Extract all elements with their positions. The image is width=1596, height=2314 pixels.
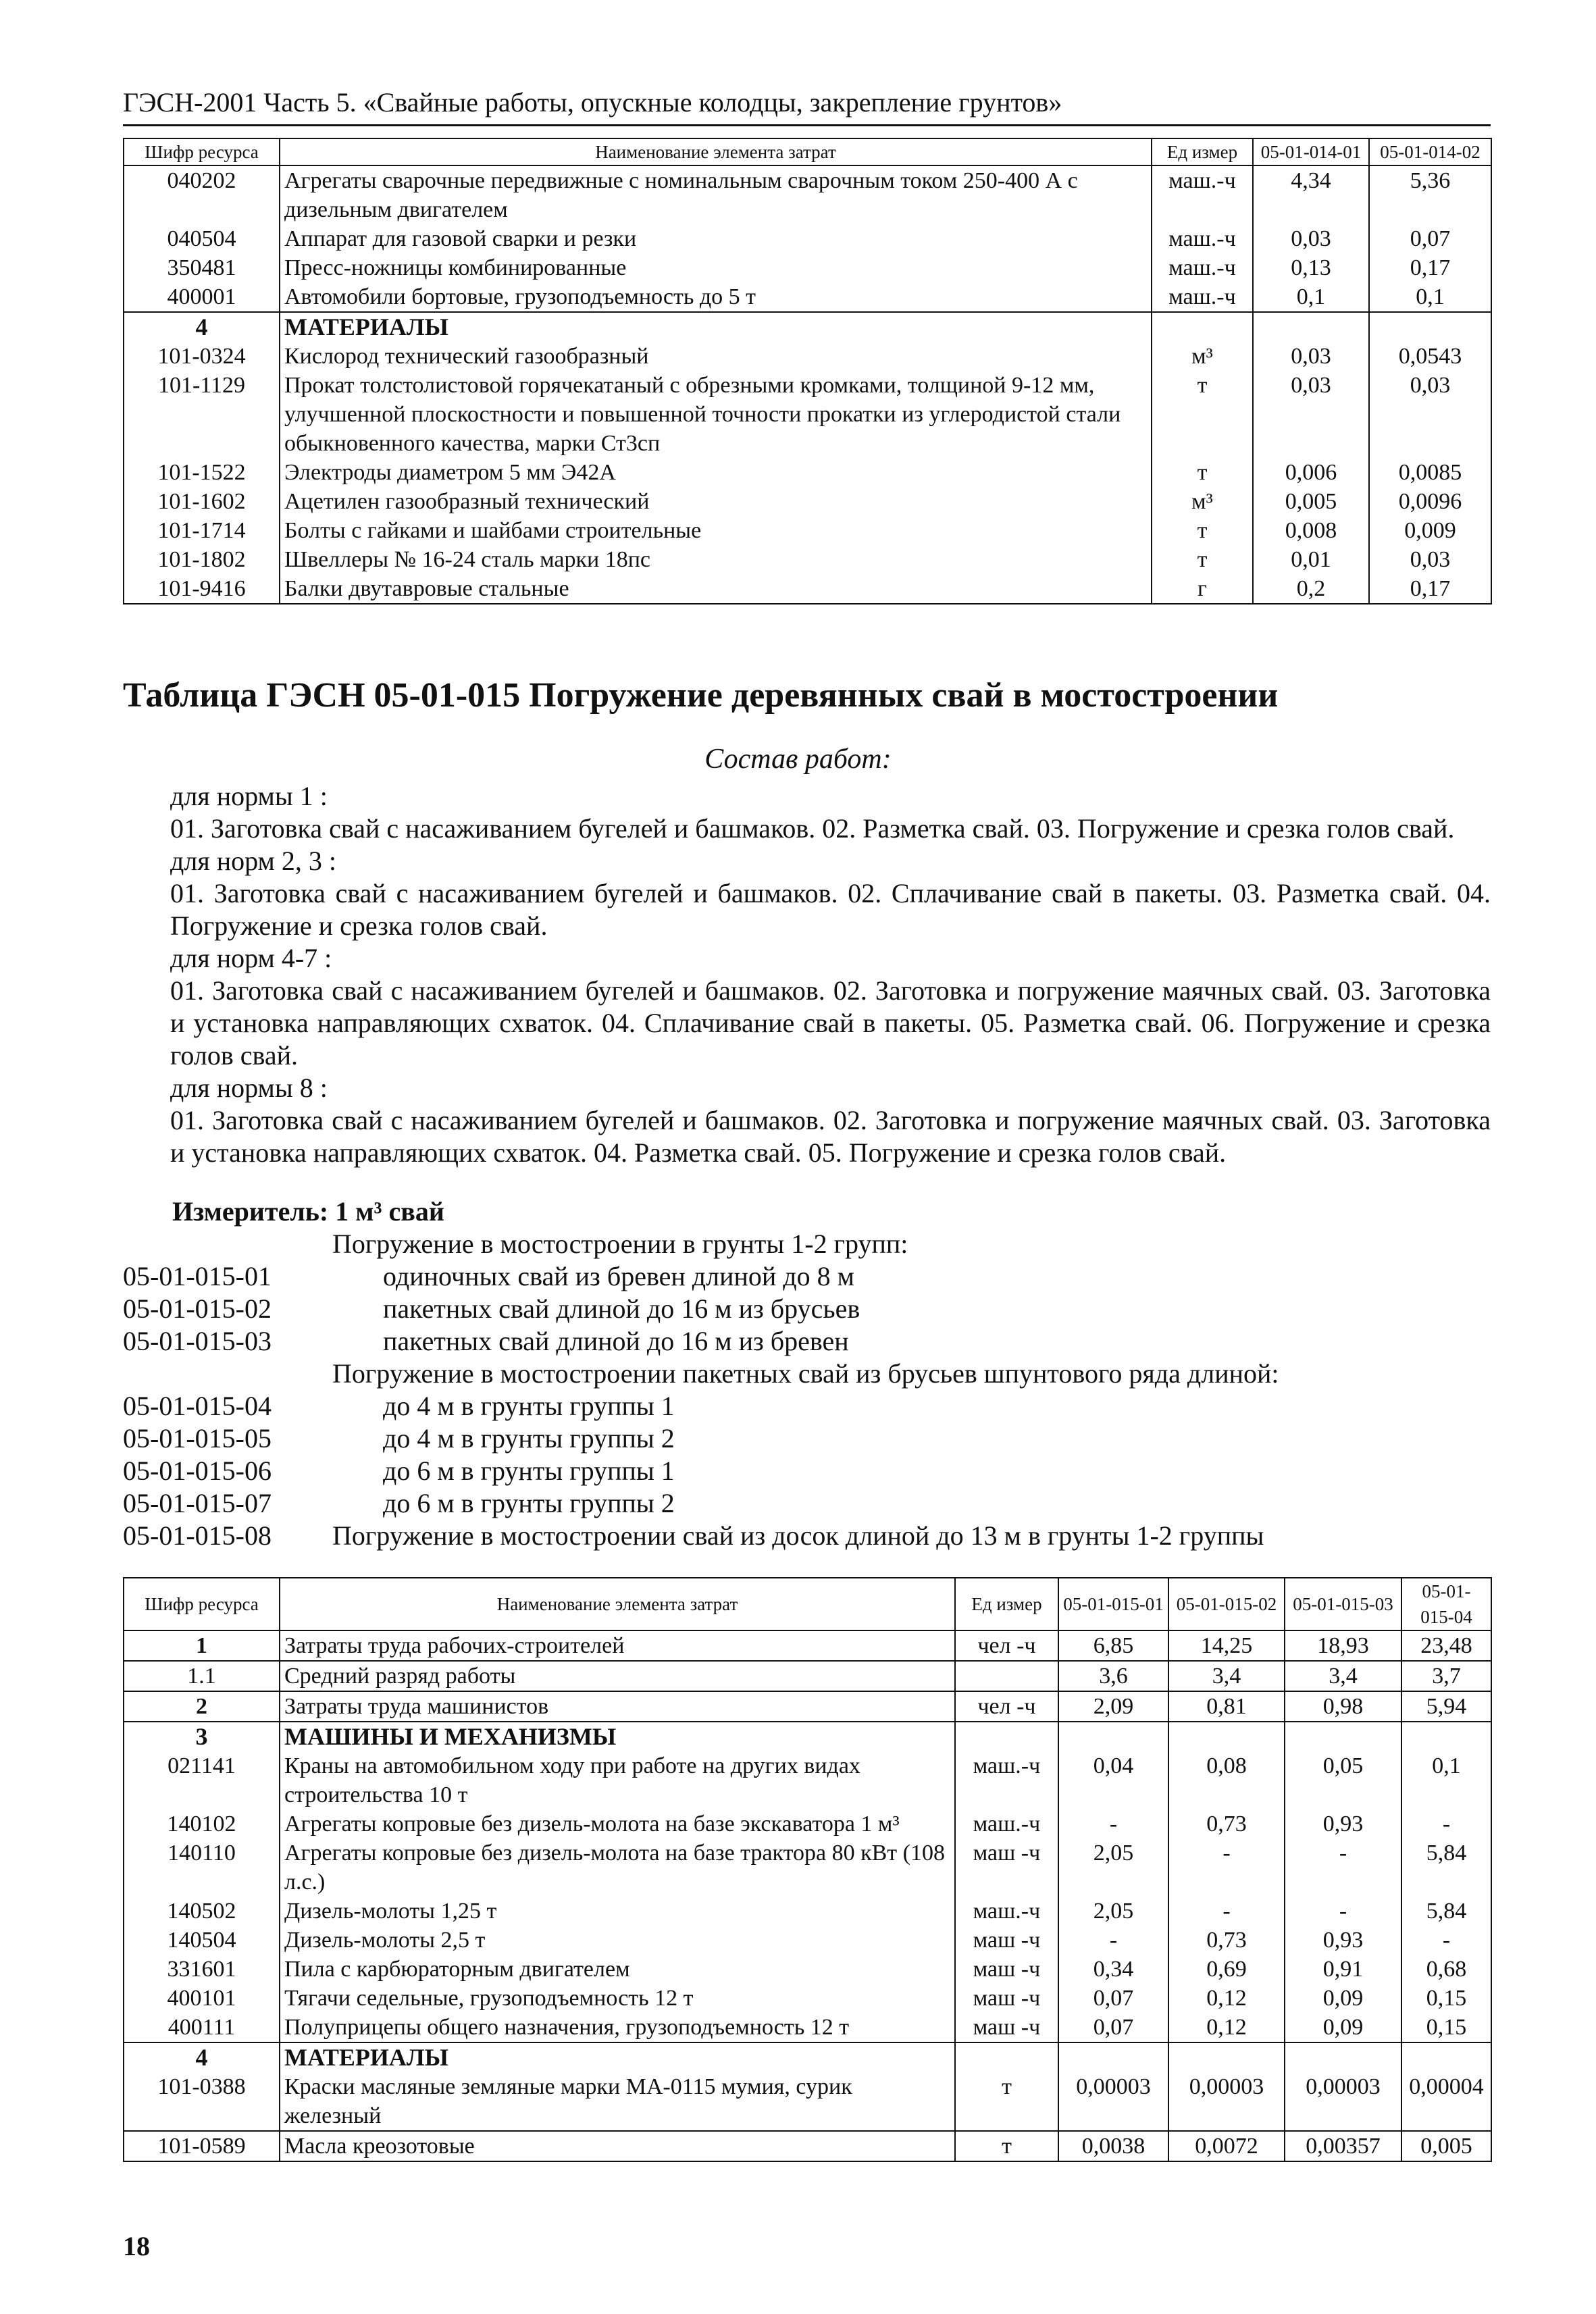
row-unit: т (1152, 516, 1253, 545)
table-row (124, 1691, 1491, 1722)
row-name: Швеллеры № 16-24 сталь марки 18пс (280, 545, 1152, 574)
table-row (124, 2072, 1491, 2131)
norm-description: до 4 м в грунты группы 2 (383, 1423, 675, 1454)
row-value: 0,1 (1253, 282, 1369, 312)
row-value: 3,4 (1285, 1661, 1401, 1691)
row-value: 0,00004 (1401, 2072, 1491, 2131)
row-name: Аппарат для газовой сварки и резки (280, 224, 1152, 253)
row-unit: маш.-ч (1152, 165, 1253, 224)
row-code: 1 (124, 1630, 280, 1661)
row-value (1058, 2042, 1168, 2072)
norm-row (123, 1390, 1491, 1422)
row-unit: т (1152, 371, 1253, 458)
table-row (124, 1897, 1491, 1926)
work-list-paragraph: 01. Заготовка свай с насаживанием бугелей и башмаков. 02. Заготовка и погружение маячных свай. 03. Заготовка и установка направляющих схваток. 04. Сплачивание свай в пакеты. 05. Разметка свай. 06. Погружение и срезка голов свай. (170, 975, 1491, 1071)
row-code: 101-1522 (124, 458, 280, 487)
row-value: 0,0072 (1168, 2131, 1285, 2161)
norm-description: до 6 м в грунты группы 1 (383, 1456, 675, 1486)
norm-description: одиночных свай из бревен длиной до 8 м (383, 1261, 854, 1291)
row-value: 0,0543 (1369, 342, 1491, 371)
row-name: Пресс-ножницы комбинированные (280, 253, 1152, 282)
row-value: 0,12 (1168, 2013, 1285, 2042)
row-value (1285, 2042, 1401, 2072)
row-value: 3,7 (1401, 1661, 1491, 1691)
norm-row (123, 1293, 1491, 1325)
row-unit: т (1152, 458, 1253, 487)
table-row (124, 1926, 1491, 1955)
row-value: 0,005 (1401, 2131, 1491, 2161)
row-value: 0,08 (1168, 1751, 1285, 1809)
row-value: 5,84 (1401, 1839, 1491, 1897)
table-row (124, 253, 1491, 282)
norm-group-label: для нормы 1 : (170, 781, 328, 811)
row-code: 101-1602 (124, 487, 280, 516)
row-value: 5,84 (1401, 1897, 1491, 1926)
row-name: Тягачи седельные, грузоподъемность 12 т (280, 1984, 955, 2013)
row-name: Средний разряд работы (280, 1661, 955, 1691)
table-row (124, 1955, 1491, 1984)
table-row (124, 1661, 1491, 1691)
row-value: 0,03 (1253, 371, 1369, 458)
norm-code: 05-01-015-02 (123, 1293, 272, 1324)
row-value: 0,008 (1253, 516, 1369, 545)
row-value: 0,00357 (1285, 2131, 1401, 2161)
norm-group-label: для норм 4-7 : (170, 943, 332, 973)
row-code: 331601 (124, 1955, 280, 1984)
row-name: Прокат толстолистовой горячекатаный с обрезными кромками, толщиной 9-12 мм, улучшенной плоскостности и повышенной точности прокатки из углеродистой стали обыкновенного качества, марки Ст3сп (280, 371, 1152, 458)
row-value: 0,1 (1369, 282, 1491, 312)
section-row (124, 2042, 1491, 2072)
row-value (1168, 2042, 1285, 2072)
row-code: 140102 (124, 1809, 280, 1839)
row-unit: т (955, 2131, 1058, 2161)
row-value: 0,15 (1401, 2013, 1491, 2042)
section-row (124, 312, 1491, 342)
norm-code: 05-01-015-04 (123, 1391, 272, 1421)
table-row (124, 1984, 1491, 2013)
row-value: 5,36 (1369, 165, 1491, 224)
row-name: Краны на автомобильном ходу при работе на других видах строительства 10 т (280, 1751, 955, 1809)
row-value: 0,00003 (1168, 2072, 1285, 2131)
row-name: Электроды диаметром 5 мм Э42А (280, 458, 1152, 487)
norm-group-title: Погружение в мостостроении в грунты 1-2 групп: (332, 1229, 908, 1259)
row-value: 0,91 (1285, 1955, 1401, 1984)
col-header-norm: 05-01-015-04 (1401, 1578, 1491, 1630)
row-value: 0,09 (1285, 1984, 1401, 2013)
norm-list (123, 1228, 1491, 1552)
table-row (124, 1839, 1491, 1897)
work-list-paragraph: 01. Заготовка свай с насаживанием бугелей и башмаков. 02. Сплачивание свай в пакеты. 03. Разметка свай. 04. Погружение и срезка голов свай. (170, 878, 1491, 941)
row-value: 18,93 (1285, 1630, 1401, 1661)
row-value: 0,005 (1253, 487, 1369, 516)
row-value: 0,009 (1369, 516, 1491, 545)
row-value: 3,6 (1058, 1661, 1168, 1691)
row-name: Полуприцепы общего назначения, грузоподъемность 12 т (280, 2013, 955, 2042)
col-header-code: Шифр ресурса (124, 138, 280, 165)
norm-row (123, 1455, 1491, 1487)
row-value: 0,93 (1285, 1926, 1401, 1955)
row-value (1168, 1722, 1285, 1751)
norm-group-label: для нормы 8 : (170, 1073, 328, 1103)
row-unit (1152, 312, 1253, 342)
row-code: 101-9416 (124, 574, 280, 604)
row-value: 0,2 (1253, 574, 1369, 604)
row-value: - (1058, 1926, 1168, 1955)
norm-code: 05-01-015-01 (123, 1261, 272, 1291)
row-value: 0,12 (1168, 1984, 1285, 2013)
row-name: Пила с карбюраторным двигателем (280, 1955, 955, 1984)
col-header-norm: 05-01-014-01 (1253, 138, 1369, 165)
row-value: 14,25 (1168, 1630, 1285, 1661)
work-list-paragraph: 01. Заготовка свай с насаживанием бугелей и башмаков. 02. Разметка свай. 03. Погружение и срезка голов свай. (170, 813, 1455, 844)
resource-table-014 (123, 138, 1492, 605)
row-value: - (1285, 1897, 1401, 1926)
row-value: 0,0096 (1369, 487, 1491, 516)
section-title: МАТЕРИАЛЫ (280, 2042, 955, 2072)
table-row (124, 282, 1491, 312)
norm-description: пакетных свай длиной до 16 м из бревен (383, 1326, 849, 1356)
norm-code: 05-01-015-07 (123, 1488, 272, 1518)
row-unit: маш.-ч (955, 1751, 1058, 1809)
section-row (124, 1722, 1491, 1751)
col-header-norm: 05-01-015-02 (1168, 1578, 1285, 1630)
row-code: 040504 (124, 224, 280, 253)
row-value: 0,93 (1285, 1809, 1401, 1839)
row-value: 0,34 (1058, 1955, 1168, 1984)
row-value: - (1401, 1809, 1491, 1839)
row-unit: маш -ч (955, 1984, 1058, 2013)
norm-row (123, 1520, 1491, 1552)
composition-text (123, 780, 1491, 1169)
norm-code: 05-01-015-03 (123, 1326, 272, 1356)
row-value: 0,68 (1401, 1955, 1491, 1984)
row-code: 040202 (124, 165, 280, 224)
row-code: 101-0324 (124, 342, 280, 371)
work-list-paragraph: 01. Заготовка свай с насаживанием бугелей и башмаков. 02. Заготовка и погружение маячных свай. 03. Заготовка и установка направляющих схваток. 04. Разметка свай. 05. Погружение и срезка голов свай. (170, 1105, 1491, 1168)
row-unit (955, 1661, 1058, 1691)
row-name: Затраты труда машинистов (280, 1691, 955, 1722)
table-row (124, 545, 1491, 574)
row-code: 400101 (124, 1984, 280, 2013)
row-unit: м³ (1152, 342, 1253, 371)
row-value: 0,0085 (1369, 458, 1491, 487)
norm-row (123, 1422, 1491, 1455)
row-code: 4 (124, 2042, 280, 2072)
row-code: 2 (124, 1691, 280, 1722)
row-code: 1.1 (124, 1661, 280, 1691)
row-value: 0,0038 (1058, 2131, 1168, 2161)
table-row (124, 458, 1491, 487)
norm-code-empty (123, 1358, 332, 1390)
table-row (124, 224, 1491, 253)
row-value: 0,17 (1369, 574, 1491, 604)
row-value: - (1168, 1897, 1285, 1926)
row-value: 0,15 (1401, 1984, 1491, 2013)
norm-code: 05-01-015-05 (123, 1423, 272, 1454)
row-name: Масла креозотовые (280, 2131, 955, 2161)
norm-group-label: для норм 2, 3 : (170, 846, 336, 876)
table-row (124, 487, 1491, 516)
row-unit: маш.-ч (1152, 224, 1253, 253)
row-value: 0,03 (1253, 224, 1369, 253)
table-title: Таблица ГЭСН 05-01-015 Погружение деревянных свай в мостостроении (123, 676, 1279, 715)
row-unit: маш -ч (955, 1955, 1058, 1984)
row-value (1058, 1722, 1168, 1751)
row-value (1401, 2042, 1491, 2072)
col-header-norm: 05-01-015-03 (1285, 1578, 1401, 1630)
row-code: 350481 (124, 253, 280, 282)
table-row (124, 165, 1491, 224)
row-unit: чел -ч (955, 1691, 1058, 1722)
row-value: 0,006 (1253, 458, 1369, 487)
row-value: 0,07 (1058, 2013, 1168, 2042)
table-row (124, 516, 1491, 545)
row-code: 3 (124, 1722, 280, 1751)
table-row (124, 1809, 1491, 1839)
row-value: 0,05 (1285, 1751, 1401, 1809)
row-value (1401, 1722, 1491, 1751)
row-name: Агрегаты копровые без дизель-молота на базе трактора 80 кВт (108 л.с.) (280, 1839, 955, 1897)
header-rule (123, 124, 1491, 126)
norm-row (123, 1325, 1491, 1358)
page-number: 18 (123, 2231, 150, 2261)
row-unit: маш.-ч (955, 1897, 1058, 1926)
row-code: 101-1714 (124, 516, 280, 545)
row-unit (955, 1722, 1058, 1751)
row-code: 4 (124, 312, 280, 342)
norm-code-empty (123, 1228, 332, 1260)
row-value: 0,69 (1168, 1955, 1285, 1984)
row-code: 140110 (124, 1839, 280, 1897)
row-code: 101-1802 (124, 545, 280, 574)
norm-code: 05-01-015-06 (123, 1456, 272, 1486)
table-row (124, 2131, 1491, 2161)
row-value: 2,05 (1058, 1839, 1168, 1897)
row-value: 0,13 (1253, 253, 1369, 282)
row-name: Агрегаты сварочные передвижные с номинальным сварочным током 250-400 А с дизельным двигателем (280, 165, 1152, 224)
col-header-norm: 05-01-014-02 (1369, 138, 1491, 165)
row-code: 400001 (124, 282, 280, 312)
row-value: - (1168, 1839, 1285, 1897)
row-name: Кислород технический газообразный (280, 342, 1152, 371)
row-value: 0,07 (1058, 1984, 1168, 2013)
row-value: 0,17 (1369, 253, 1491, 282)
table-row (124, 1630, 1491, 1661)
row-code: 101-1129 (124, 371, 280, 458)
row-code: 400111 (124, 2013, 280, 2042)
norm-description: пакетных свай длиной до 16 м из брусьев (383, 1293, 860, 1324)
table-row (124, 342, 1491, 371)
row-value: - (1401, 1926, 1491, 1955)
row-name: Затраты труда рабочих-строителей (280, 1630, 955, 1661)
resource-table-015 (123, 1577, 1492, 2162)
section-title: МАШИНЫ И МЕХАНИЗМЫ (280, 1722, 955, 1751)
col-header-code: Шифр ресурса (124, 1578, 280, 1630)
row-value: 0,81 (1168, 1691, 1285, 1722)
row-name: Дизель-молоты 2,5 т (280, 1926, 955, 1955)
row-name: Ацетилен газообразный технический (280, 487, 1152, 516)
section-title: МАТЕРИАЛЫ (280, 312, 1152, 342)
row-value: 0,00003 (1285, 2072, 1401, 2131)
norm-description: Погружение в мостостроении свай из досок длиной до 13 м в грунты 1-2 группы (332, 1520, 1264, 1551)
running-head: ГЭСН-2001 Часть 5. «Свайные работы, опускные колодцы, закрепление грунтов» (123, 87, 1062, 118)
row-name: Автомобили бортовые, грузоподъемность до 5 т (280, 282, 1152, 312)
row-unit: т (1152, 545, 1253, 574)
row-name: Болты с гайками и шайбами строительные (280, 516, 1152, 545)
row-value: 0,73 (1168, 1926, 1285, 1955)
table-row (124, 371, 1491, 458)
table-row (124, 1751, 1491, 1809)
col-header-name: Наименование элемента затрат (280, 138, 1152, 165)
row-value: 0,07 (1369, 224, 1491, 253)
row-unit: маш -ч (955, 1926, 1058, 1955)
row-value: 3,4 (1168, 1661, 1285, 1691)
row-unit: маш.-ч (1152, 253, 1253, 282)
col-header-unit: Ед измер (955, 1578, 1058, 1630)
table-row (124, 574, 1491, 604)
row-name: Дизель-молоты 1,25 т (280, 1897, 955, 1926)
row-value: 0,01 (1253, 545, 1369, 574)
row-value (1285, 1722, 1401, 1751)
table-row (124, 2013, 1491, 2042)
row-value: 0,03 (1369, 545, 1491, 574)
norm-code: 05-01-015-08 (123, 1520, 272, 1551)
norm-row (123, 1260, 1491, 1293)
norm-group-row (123, 1228, 1491, 1260)
norm-group-row (123, 1358, 1491, 1390)
row-value: 0,03 (1369, 371, 1491, 458)
composition-heading: Состав работ: (704, 744, 892, 775)
table-header-row (124, 138, 1491, 165)
row-value: 5,94 (1401, 1691, 1491, 1722)
row-name: Агрегаты копровые без дизель-молота на базе экскаватора 1 м³ (280, 1809, 955, 1839)
row-code: 140504 (124, 1926, 280, 1955)
row-unit: маш.-ч (955, 1809, 1058, 1839)
row-code: 101-0388 (124, 2072, 280, 2131)
row-value: 0,73 (1168, 1809, 1285, 1839)
row-value: 0,1 (1401, 1751, 1491, 1809)
row-value (1253, 312, 1369, 342)
row-value: 4,34 (1253, 165, 1369, 224)
row-unit: т (955, 2072, 1058, 2131)
row-value: - (1285, 1839, 1401, 1897)
norm-row (123, 1487, 1491, 1520)
row-unit: маш -ч (955, 1839, 1058, 1897)
col-header-norm: 05-01-015-01 (1058, 1578, 1168, 1630)
row-value: 23,48 (1401, 1630, 1491, 1661)
row-value: 0,04 (1058, 1751, 1168, 1809)
row-value (1369, 312, 1491, 342)
row-name: Балки двутавровые стальные (280, 574, 1152, 604)
row-value: 6,85 (1058, 1630, 1168, 1661)
norm-description: до 4 м в грунты группы 1 (383, 1391, 675, 1421)
row-code: 021141 (124, 1751, 280, 1809)
measurement-unit: Измеритель: 1 м³ свай (172, 1196, 444, 1227)
row-unit: чел -ч (955, 1630, 1058, 1661)
row-unit: маш -ч (955, 2013, 1058, 2042)
row-unit (955, 2042, 1058, 2072)
col-header-name: Наименование элемента затрат (280, 1578, 955, 1630)
row-unit: маш.-ч (1152, 282, 1253, 312)
row-value: 0,00003 (1058, 2072, 1168, 2131)
table-header-row (124, 1578, 1491, 1630)
norm-description: до 6 м в грунты группы 2 (383, 1488, 675, 1518)
row-unit: г (1152, 574, 1253, 604)
row-value: 2,09 (1058, 1691, 1168, 1722)
row-value: 0,09 (1285, 2013, 1401, 2042)
norm-group-title: Погружение в мостостроении пакетных свай из брусьев шпунтового ряда длиной: (332, 1358, 1279, 1389)
row-unit: м³ (1152, 487, 1253, 516)
row-code: 101-0589 (124, 2131, 280, 2161)
row-code: 140502 (124, 1897, 280, 1926)
row-value: 0,03 (1253, 342, 1369, 371)
col-header-unit: Ед измер (1152, 138, 1253, 165)
row-value: - (1058, 1809, 1168, 1839)
row-name: Краски масляные земляные марки МА-0115 мумия, сурик железный (280, 2072, 955, 2131)
row-value: 2,05 (1058, 1897, 1168, 1926)
row-value: 0,98 (1285, 1691, 1401, 1722)
